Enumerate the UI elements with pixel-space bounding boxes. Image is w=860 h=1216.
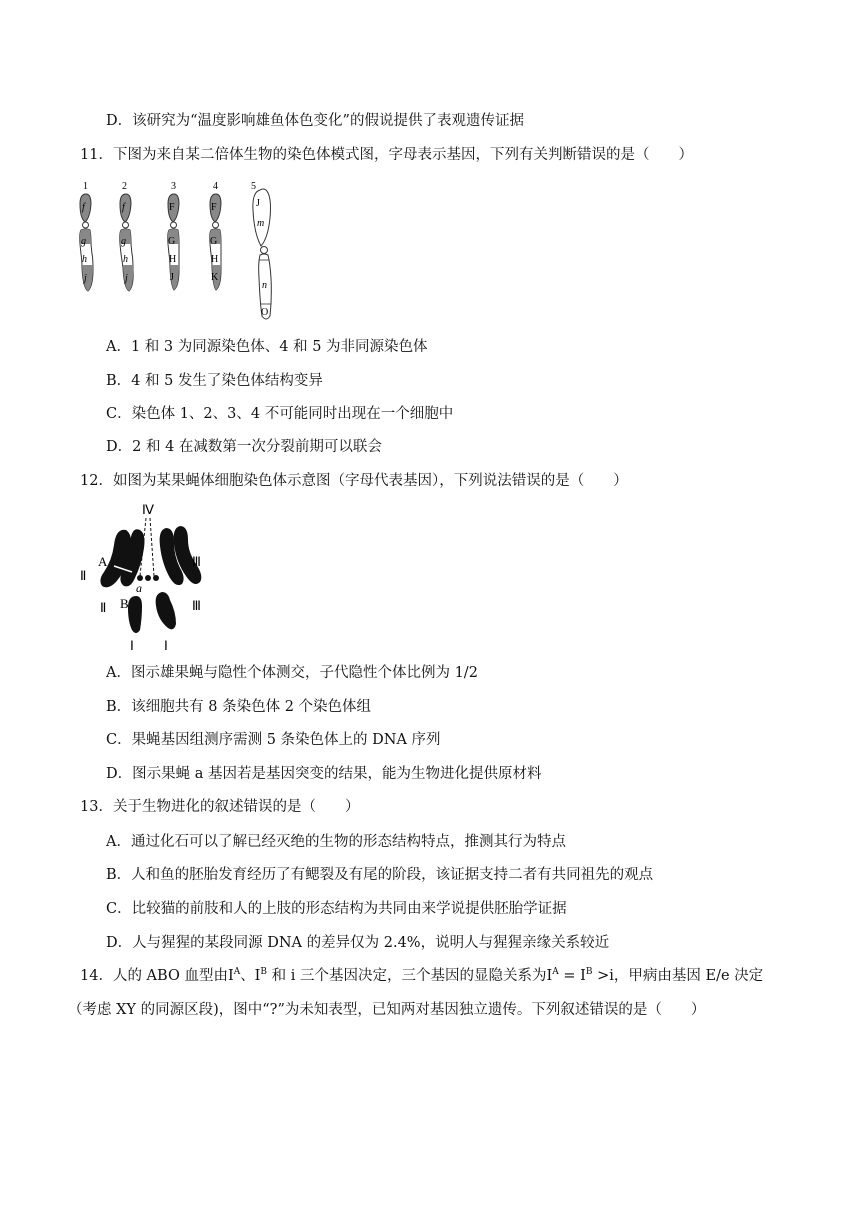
label-iii-bottom: Ⅲ bbox=[192, 598, 201, 613]
q11-stem: 11．下图为来自某二倍体生物的染色体模式图，字母表示基因，下列有关判断错误的是（ ） bbox=[80, 147, 693, 163]
q11-chromosome-3 bbox=[168, 181, 179, 290]
q11-chr-number: 5 bbox=[251, 181, 256, 192]
q13-option-a: A．通过化石可以了解已经灭绝的生物的形态结构特点，推测其行为特点 bbox=[106, 834, 566, 850]
q11-chromosome-1 bbox=[80, 181, 93, 291]
q14-sup: B bbox=[585, 967, 593, 977]
label-i-right: Ⅰ bbox=[164, 638, 168, 653]
q12-option-b: B．该细胞共有 8 条染色体 2 个染色体组 bbox=[106, 699, 372, 715]
label-ii-left: Ⅱ bbox=[80, 568, 87, 583]
gene-label: G bbox=[168, 236, 176, 247]
q10-option-d: D．该研究为“温度影响雄鱼体色变化”的假说提供了表观遗传证据 bbox=[106, 113, 524, 129]
q14-sup: A bbox=[233, 967, 241, 977]
q14-sup: A bbox=[552, 967, 559, 977]
label-gene-B: B bbox=[120, 596, 129, 611]
gene-label: f bbox=[82, 202, 85, 213]
gene-label: G bbox=[210, 236, 218, 247]
gene-label: m bbox=[257, 218, 265, 229]
gene-label: g bbox=[81, 236, 86, 247]
gene-label: h bbox=[82, 254, 87, 265]
q11-chr-number: 4 bbox=[213, 181, 218, 192]
q12-stem: 12．如图为某果蝇体细胞染色体示意图（字母代表基因），下列说法错误的是（ ） bbox=[80, 473, 628, 489]
q11-chromosome-figure bbox=[70, 178, 290, 328]
gene-label: F bbox=[169, 202, 175, 213]
q12-option-d: D．图示果蝇 a 基因若是基因突变的结果，能为生物进化提供原材料 bbox=[106, 766, 542, 782]
q14-sup: B bbox=[260, 967, 268, 977]
q14-text: = I bbox=[558, 968, 586, 984]
gene-label: g bbox=[121, 236, 126, 247]
label-gene-a: a bbox=[136, 581, 142, 595]
q13-option-b: B．人和鱼的胚胎发育经历了有鳃裂及有尾的阶段，该证据支持二者有共同祖先的观点 bbox=[106, 867, 654, 883]
q14-text: 、I bbox=[240, 968, 261, 984]
q11-option-a: A．1 和 3 为同源染色体、4 和 5 为非同源染色体 bbox=[106, 339, 428, 355]
q11-chromosome-2 bbox=[120, 181, 134, 291]
label-gene-A: A bbox=[98, 554, 108, 569]
gene-label: F bbox=[211, 202, 217, 213]
gene-label: O bbox=[261, 307, 269, 318]
gene-label: J bbox=[256, 198, 260, 209]
label-ii-bottom: Ⅱ bbox=[100, 600, 107, 615]
q11-option-c: C．染色体 1、2、3、4 不可能同时出现在一个细胞中 bbox=[106, 406, 454, 422]
q11-chr-number: 1 bbox=[83, 181, 88, 192]
gene-label: K bbox=[211, 272, 219, 283]
gene-label: H bbox=[169, 254, 177, 265]
gene-label: J bbox=[170, 272, 174, 283]
q12-option-a: A．图示雄果蝇与隐性个体测交，子代隐性个体比例为 1/2 bbox=[106, 665, 478, 681]
q11-option-b: B．4 和 5 发生了染色体结构变异 bbox=[106, 373, 323, 389]
q13-option-d: D．人与猩猩的某段同源 DNA 的差异仅为 2.4%，说明人与猩猩亲缘关系较近 bbox=[106, 935, 610, 951]
q14-stem-line2: （考虑 XY 的同源区段)，图中“?”为未知表型，已知两对基因独立遗传。下列叙述错误的是（ ） bbox=[68, 1002, 706, 1018]
q11-chromosome-5 bbox=[251, 181, 271, 319]
q12-option-c: C．果蝇基因组测序需测 5 条染色体上的 DNA 序列 bbox=[106, 732, 441, 748]
q12-fruitfly-chromosome-figure bbox=[76, 500, 226, 656]
q14-text: Ⅰ bbox=[546, 968, 553, 984]
gene-label: j bbox=[84, 273, 87, 284]
gene-label: H bbox=[211, 254, 219, 265]
gene-label: n bbox=[262, 280, 267, 291]
q14-stem-line1 bbox=[80, 966, 763, 986]
label-iv: Ⅳ bbox=[142, 502, 154, 517]
q11-chr-number: 2 bbox=[122, 181, 127, 192]
q14-text: 14．人的 ABO 血型由 bbox=[80, 968, 228, 984]
q14-text: Ⅰ bbox=[227, 968, 234, 984]
q11-option-d: D．2 和 4 在减数第一次分裂前期可以联会 bbox=[106, 439, 382, 455]
gene-label: f bbox=[122, 202, 125, 213]
label-i-left: Ⅰ bbox=[130, 638, 134, 653]
q13-stem: 13．关于生物进化的叙述错误的是（ ） bbox=[80, 799, 360, 815]
q14-text: 和 i 三个基因决定，三个基因的显隐关系为 bbox=[267, 968, 547, 984]
gene-label: j bbox=[125, 273, 128, 284]
q11-chr-number: 3 bbox=[171, 181, 176, 192]
q14-text: >i，甲病由基因 E/e 决定 bbox=[592, 968, 764, 984]
q13-option-c: C．比较猫的前肢和人的上肢的形态结构为共同由来学说提供胚胎学证据 bbox=[106, 901, 567, 917]
label-iii-right: Ⅲ bbox=[192, 554, 201, 569]
q11-chromosome-4 bbox=[210, 181, 221, 290]
gene-label: h bbox=[123, 254, 128, 265]
